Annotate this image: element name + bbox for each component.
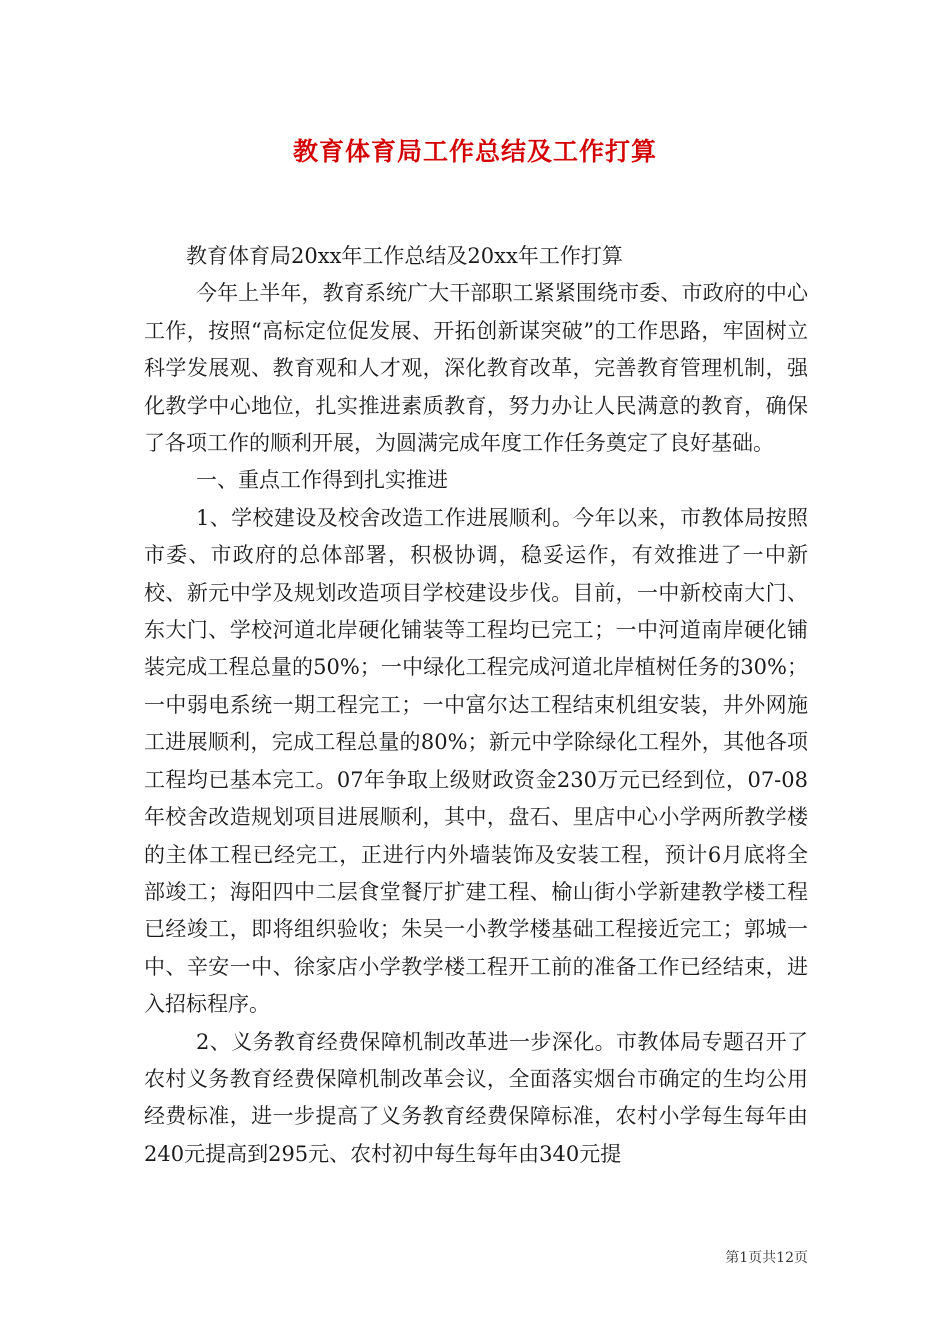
page-number: 第1页共12页 (725, 1250, 808, 1266)
intro-paragraph: 今年上半年，教育系统广大干部职工紧紧围绕市委、市政府的中心工作，按照“高标定位促发展、开拓创新谋突破”的工作思路，牢固树立科学发展观、教育观和人才观，深化教育改革，完善教育管理机制，强化教学中心地位，扎实推进素质教育，努力办让人民满意的教育，确保了各项工作的顺利开展，为圆满完成年度工作任务奠定了良好基础。 (144, 281, 808, 456)
item-2-paragraph: 2、义务教育经费保障机制改革进一步深化。市教体局专题召开了农村义务教育经费保障机制改革会议，全面落实烟台市确定的生均公用经费标准，进一步提高了义务教育经费保障标准，农村小学每生每年由240元提高到295元、农村初中每生每年由340元提 (144, 1029, 808, 1166)
section-heading-1: 一、重点工作得到扎实推进 (196, 468, 448, 493)
document-body (144, 238, 808, 1173)
document-subtitle: 教育体育局20xx年工作总结及20xx年工作打算 (186, 244, 623, 268)
item-1-paragraph: 1、学校建设及校舍改造工作进展顺利。今年以来，市教体局按照市委、市政府的总体部署，积极协调，稳妥运作，有效推进了一中新校、新元中学及规划改造项目学校建设步伐。目前，一中新校南大门、东大门、学校河道北岸硬化铺装等工程均已完工；一中河道南岸硬化铺装完成工程总量的50%；一中绿化工程完成河道北岸植树任务的30%；一中弱电系统一期工程完工；一中富尔达工程结束机组安装，井外网施工进展顺利，完成工程总量的80%；新元中学除绿化工程外，其他各项工程均已基本完工。07年争取上级财政资金230万元已经到位，07-08年校舍改造规划项目进展顺利，其中，盘石、里店中心小学两所教学楼的主体工程已经完工，正进行内外墙装饰及安装工程，预计6月底将全部竣工；海阳四中二层食堂餐厅扩建工程、榆山街小学新建教学楼工程已经竣工，即将组织验收；朱吴一小教学楼基础工程接近完工；郭城一中、辛安一中、徐家店小学教学楼工程开工前的准备工作已经结束，进入招标程序。 (144, 505, 808, 1017)
document-title: 教育体育局工作总结及工作打算 (292, 137, 657, 166)
